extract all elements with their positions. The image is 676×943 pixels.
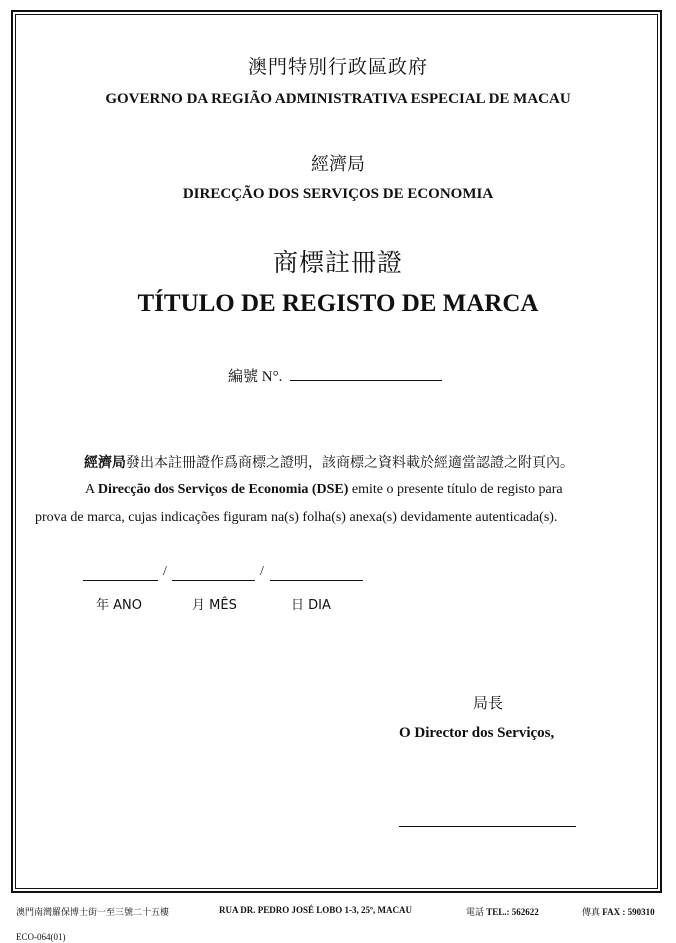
government-name-zh: 澳門特別行政區政府 — [247, 56, 428, 78]
footer-fax — [582, 905, 655, 918]
fax-label-zh: 傳真 — [582, 908, 601, 918]
director-title-zh: 局長 — [473, 694, 504, 712]
statement-pt-start: A — [85, 482, 98, 497]
tel-label-zh: 電話 — [466, 908, 485, 918]
department-name-zh: 經濟局 — [311, 154, 365, 175]
number-field[interactable] — [290, 366, 442, 381]
department-name-pt: DIRECÇÃO DOS SERVIÇOS DE ECONOMIA — [182, 186, 494, 202]
director-title-pt: O Director dos Serviços, — [399, 725, 555, 741]
statement-zh-issuer: 經濟局 — [84, 455, 126, 471]
fax-number: FAX : 590310 — [602, 907, 655, 917]
form-code: ECO-064(01) — [16, 932, 66, 942]
footer-address-pt: RUA DR. PEDRO JOSÉ LOBO 1-3, 25º, MACAU — [219, 905, 412, 915]
date-day-field[interactable] — [270, 580, 363, 581]
tel-number: TEL.: 562622 — [486, 907, 539, 917]
statement-zh — [84, 452, 574, 472]
document-title-pt: TÍTULO DE REGISTO DE MARCA — [137, 290, 539, 317]
statement-pt-line1 — [85, 482, 640, 498]
statement-zh-text: 發出本註冊證作爲商標之證明，該商標之資料載於經適當認證之附頁內。 — [126, 455, 574, 471]
signature-line[interactable] — [399, 826, 576, 827]
document-title-zh: 商標註冊證 — [272, 248, 403, 277]
statement-pt-issuer: Direcção dos Serviços de Economia (DSE) — [97, 482, 349, 497]
footer-address-zh: 澳門南灣羅保博士街一至三號二十五樓 — [16, 908, 170, 918]
government-name-pt: GOVERNO DA REGIÃO ADMINISTRATIVA ESPECIAL DE MACAU — [105, 91, 571, 107]
footer-telephone — [466, 905, 539, 918]
number-label-zh: 編號 — [228, 367, 259, 385]
number-label-pt: N°. — [261, 369, 283, 385]
month-label: 月 MÊS — [192, 598, 237, 613]
date-separator: / — [260, 564, 264, 579]
date-separator: / — [163, 564, 167, 579]
statement-pt-line2: prova de marca, cujas indicações figuram na(s) folha(s) anexa(s) devidamente autenticada(s). — [35, 510, 558, 525]
date-month-field[interactable] — [172, 580, 255, 581]
year-label: 年 ANO — [96, 598, 142, 613]
date-year-field[interactable] — [83, 580, 158, 581]
statement-pt-text: emite o presente título de registo para — [348, 482, 563, 497]
day-label: 日 DIA — [291, 598, 331, 613]
registration-number-row — [228, 365, 442, 386]
